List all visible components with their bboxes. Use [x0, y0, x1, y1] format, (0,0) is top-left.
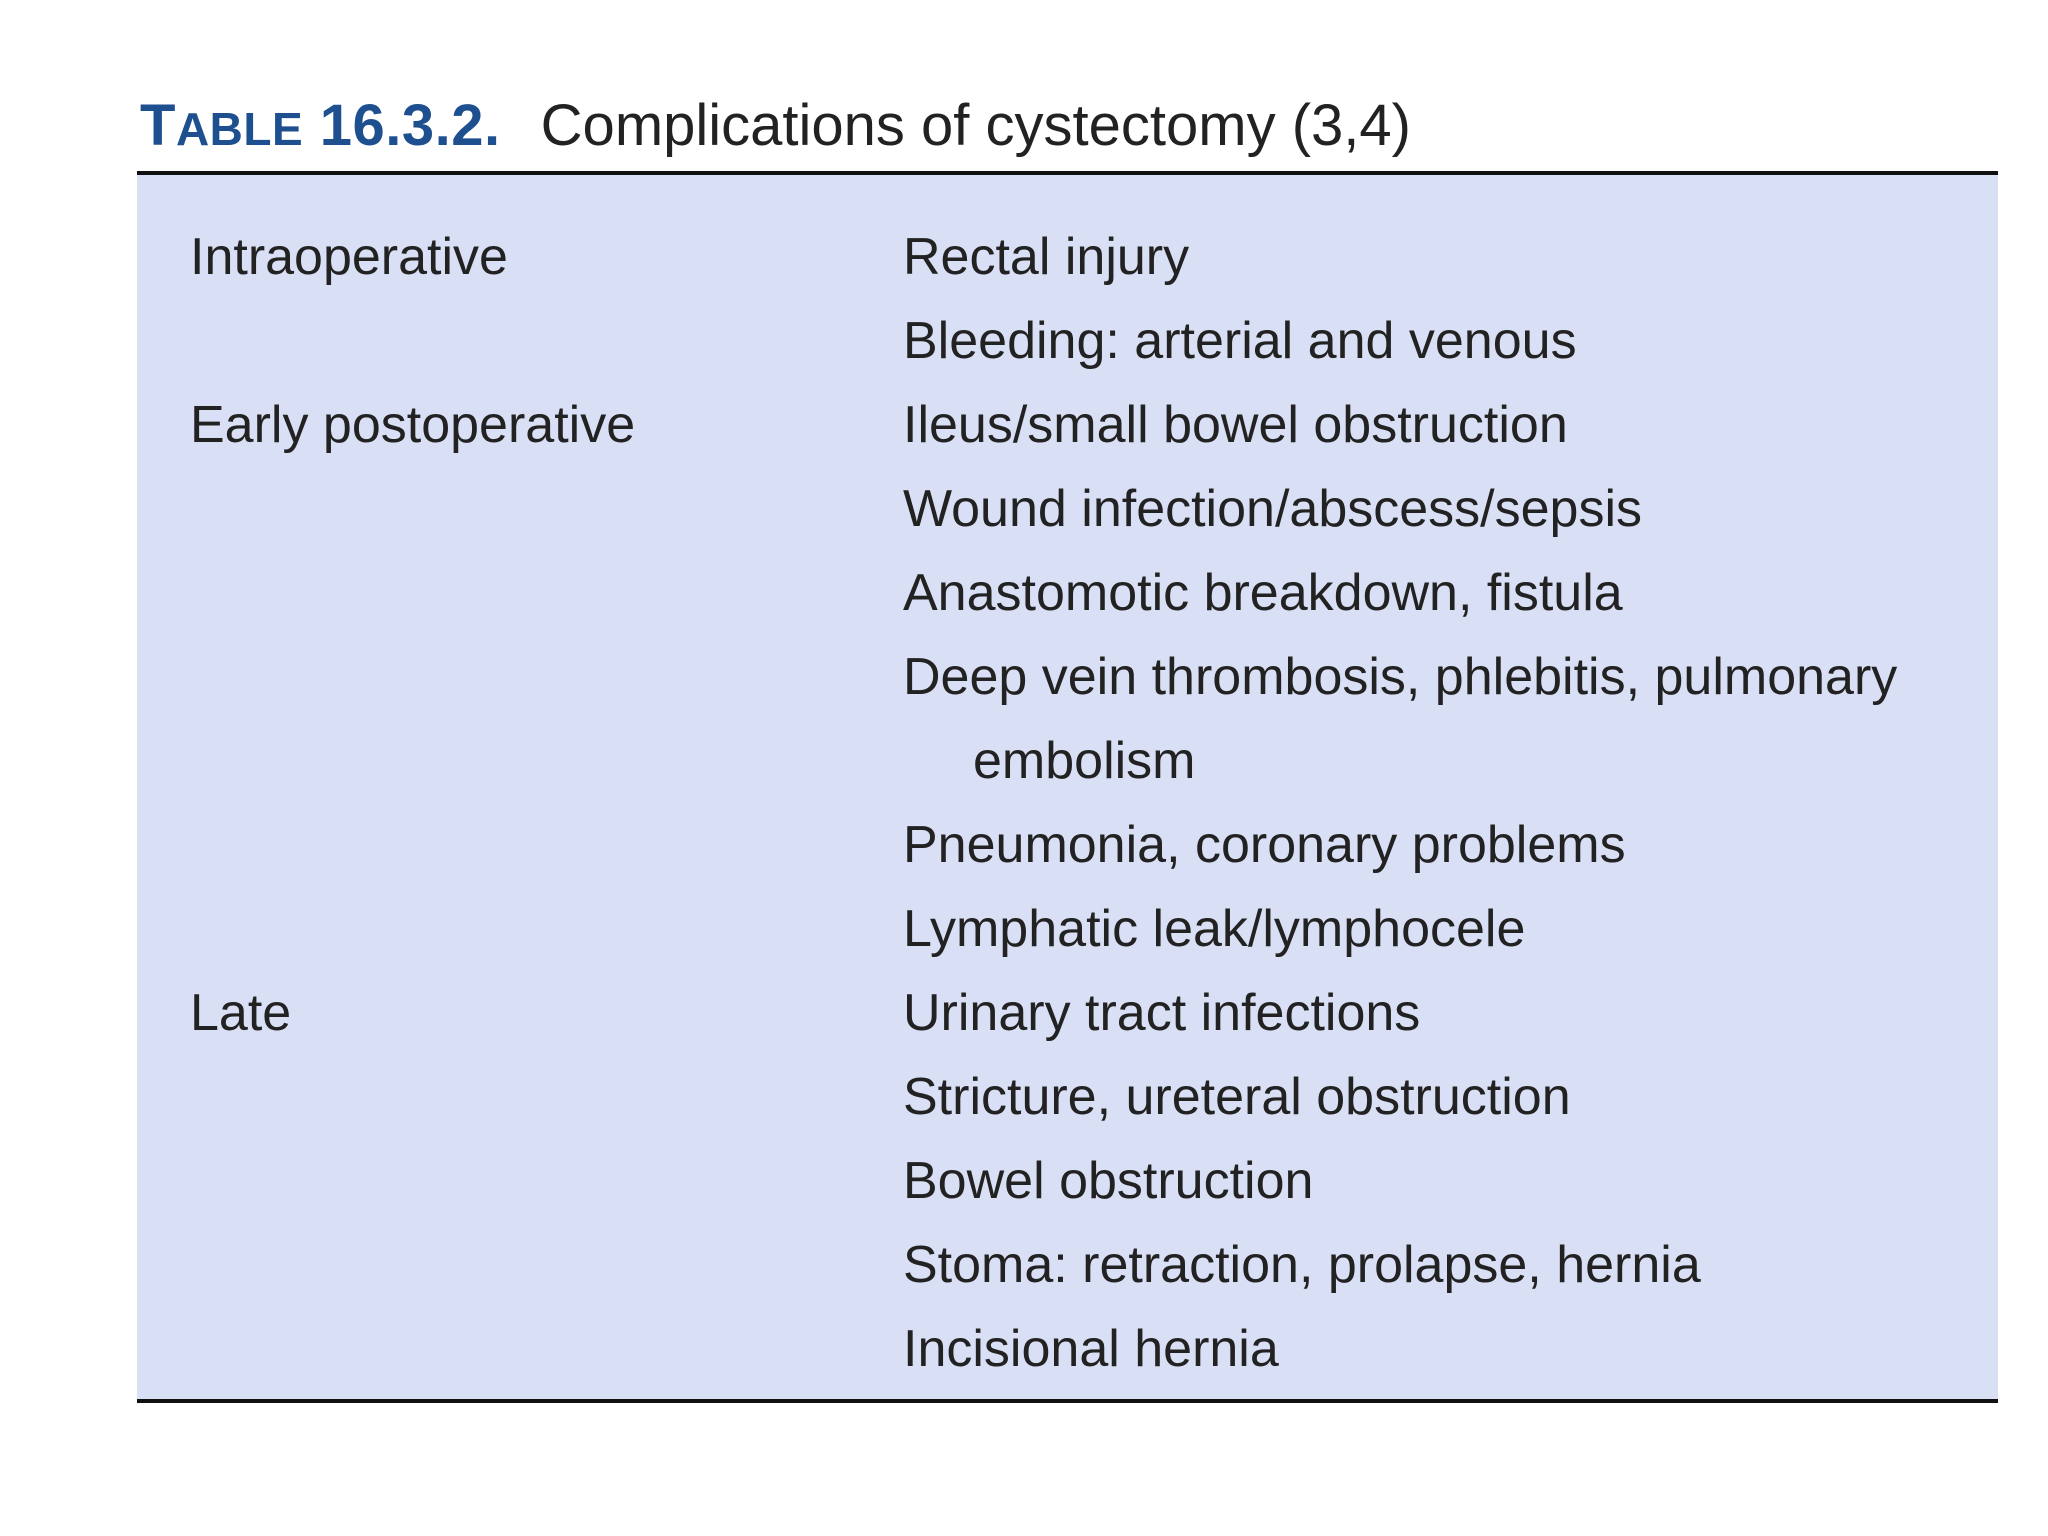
table-caption: [140, 80, 1411, 170]
complication-item: Stricture, ureteral obstruction: [903, 1068, 1571, 1126]
table-label-small-caps: ABLE: [175, 102, 304, 155]
table-number: 16.3.2.: [319, 92, 501, 158]
complication-item: Anastomotic breakdown, fistula: [903, 564, 1623, 622]
complication-item: Bleeding: arterial and venous: [903, 312, 1577, 370]
complication-item: Urinary tract infections: [903, 984, 1421, 1042]
complication-item: Rectal injury: [903, 228, 1190, 286]
complication-item: Ileus/small bowel obstruction: [903, 396, 1568, 454]
table-label-initial: T: [140, 92, 176, 158]
complication-item: Bowel obstruction: [903, 1152, 1314, 1210]
complication-item: Incisional hernia: [903, 1320, 1279, 1378]
complication-item: Wound infection/abscess/sepsis: [903, 480, 1642, 538]
table-title: Complications of cystectomy (3,4): [540, 92, 1411, 158]
table-label: [140, 92, 501, 159]
complication-item-continuation: embolism: [973, 732, 1196, 790]
complication-item: Stoma: retraction, prolapse, hernia: [903, 1236, 1701, 1294]
complication-item: Lymphatic leak/lymphocele: [903, 900, 1526, 958]
complication-item: Pneumonia, coronary problems: [903, 816, 1626, 874]
category-early-postoperative: Early postoperative: [190, 396, 636, 454]
category-intraoperative: Intraoperative: [190, 228, 508, 286]
complications-table: [137, 171, 1998, 1403]
category-late: Late: [190, 984, 292, 1042]
complication-item: Deep vein thrombosis, phlebitis, pulmonary: [903, 648, 1898, 706]
